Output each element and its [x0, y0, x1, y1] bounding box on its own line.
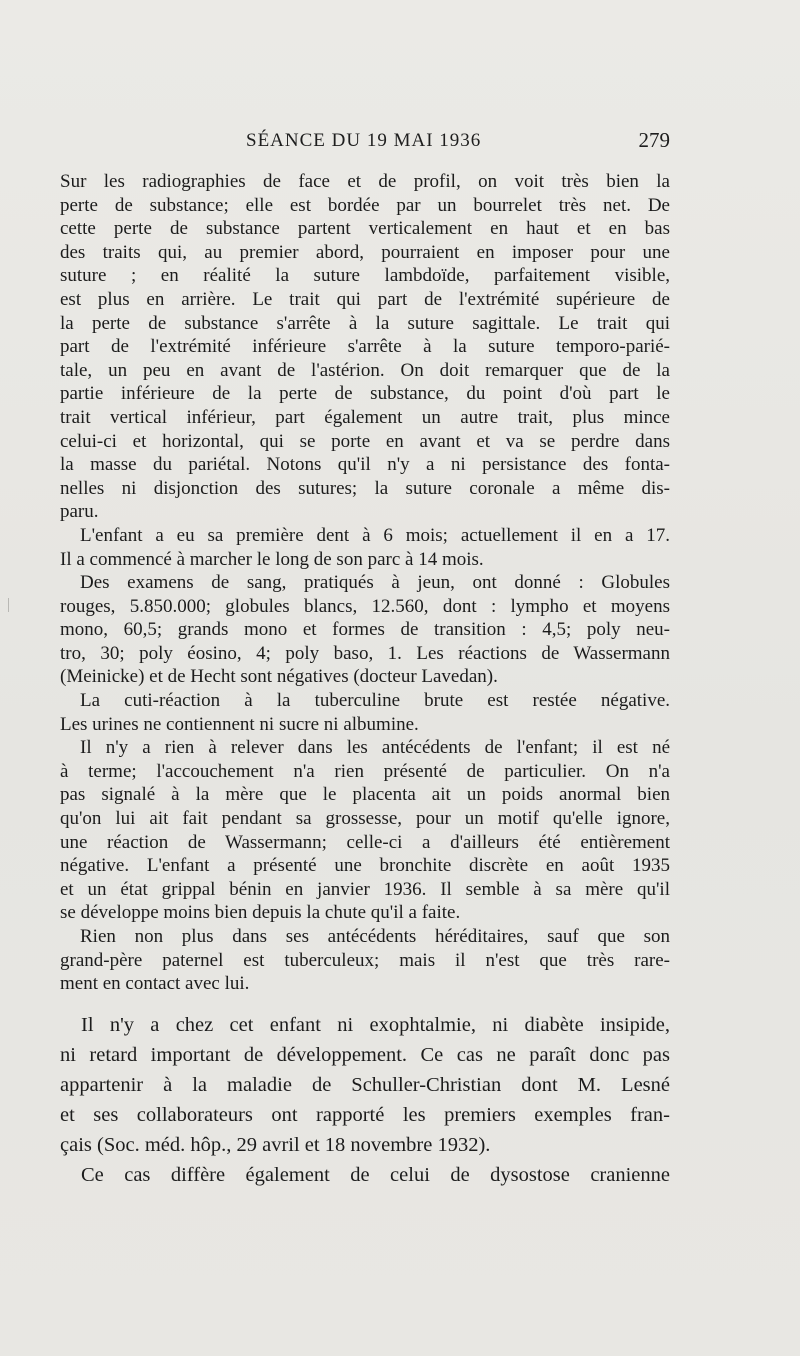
scan-mark [8, 598, 9, 612]
text-line: Rien non plus dans ses antécédents héréditaires, sauf que son [80, 926, 670, 947]
text-line: négative. L'enfant a présenté une bronchite discrète en août 1935 [60, 855, 670, 877]
discussion-text [60, 1010, 670, 1190]
text-line: mono, 60,5; grands mono et formes de transition : 4,5; poly neu- [60, 619, 670, 641]
text-line: Il a commencé à marcher le long de son parc à 14 mois. [60, 548, 484, 570]
running-head [60, 126, 670, 160]
text-line: grand-père paternel est tuberculeux; mais il n'est que très rare- [60, 949, 670, 971]
running-title: SÉANCE DU 19 MAI 1936 [246, 130, 482, 151]
text-line: une réaction de Wassermann; celle-ci a d'ailleurs été entièrement [60, 831, 670, 853]
text-line: des traits qui, au premier abord, pourraient en imposer pour une [60, 241, 670, 263]
text-line: perte de substance; elle est bordée par un bourrelet très net. De [60, 194, 670, 216]
text-line: paru. [60, 501, 99, 523]
text-line: ment en contact avec lui. [60, 973, 250, 995]
text-line: la masse du pariétal. Notons qu'il n'y a ni persistance des fonta- [60, 454, 670, 476]
text-line: L'enfant a eu sa première dent à 6 mois; actuellement il en a 17. [80, 524, 670, 546]
text-line: la perte de substance s'arrête à la suture sagittale. Le trait qui [60, 312, 670, 334]
case-report-text [60, 170, 670, 996]
text-line: Il n'y a rien à relever dans les antécédents de l'enfant; il est né [80, 737, 670, 759]
text-line: celui-ci et horizontal, qui se porte en avant et va se perdre dans [60, 430, 670, 452]
text-line: tro, 30; poly éosino, 4; poly baso, 1. Les réactions de Wassermann [60, 642, 670, 664]
text-line: se développe moins bien depuis la chute qu'il a faite. [60, 902, 461, 924]
text-line: à terme; l'accouchement n'a rien présenté de particulier. On n'a [60, 760, 670, 782]
text-line: appartenir à la maladie de Schuller-Christian dont M. Lesné [60, 1074, 670, 1096]
text-line: qu'on lui ait fait pendant sa grossesse, pour un motif qu'elle ignore, [60, 808, 670, 830]
text-line: cette perte de substance partent verticalement en haut et en bas [60, 218, 670, 240]
text-line: et ses collaborateurs ont rapporté les premiers exemples fran- [60, 1104, 670, 1126]
text-line: nelles ni disjonction des sutures; la suture coronale a même dis- [60, 477, 670, 499]
text-line: et un état grippal bénin en janvier 1936. Il semble à sa mère qu'il [60, 878, 670, 900]
page-number: 279 [638, 128, 670, 152]
text-line: suture ; en réalité la suture lambdoïde, parfaitement visible, [60, 265, 670, 287]
text-line: est plus en arrière. Le trait qui part de l'extrémité supérieure de [60, 288, 670, 310]
text-line: tale, un peu en avant de l'astérion. On doit remarquer que de la [60, 359, 670, 381]
text-line: Ce cas diffère également de celui de dysostose cranienne [81, 1164, 670, 1186]
text-line: pas signalé à la mère que le placenta ait un poids anormal bien [60, 784, 670, 806]
text-line: ni retard important de développement. Ce cas ne paraît donc pas [60, 1044, 670, 1066]
text-line: çais (Soc. méd. hôp., 29 avril et 18 novembre 1932). [60, 1134, 491, 1156]
text-line: (Meinicke) et de Hecht sont négatives (docteur Lavedan). [60, 666, 498, 688]
text-line: partie inférieure de la perte de substance, du point d'où part le [60, 383, 670, 405]
text-line: Les urines ne contiennent ni sucre ni albumine. [60, 713, 419, 735]
text-line: part de l'extrémité inférieure s'arrête à la suture temporo-parié- [60, 336, 670, 358]
text-line: Sur les radiographies de face et de profil, on voit très bien la [60, 171, 670, 192]
text-line: Des examens de sang, pratiqués à jeun, ont donné : Globules [80, 572, 670, 594]
text-line: La cuti-réaction à la tuberculine brute est restée négative. [80, 690, 670, 712]
text-line: rouges, 5.850.000; globules blancs, 12.560, dont : lympho et moyens [60, 595, 670, 617]
text-line: Il n'y a chez cet enfant ni exophtalmie, ni diabète insipide, [81, 1014, 670, 1036]
text-line: trait vertical inférieur, part également un autre trait, plus mince [60, 406, 670, 428]
